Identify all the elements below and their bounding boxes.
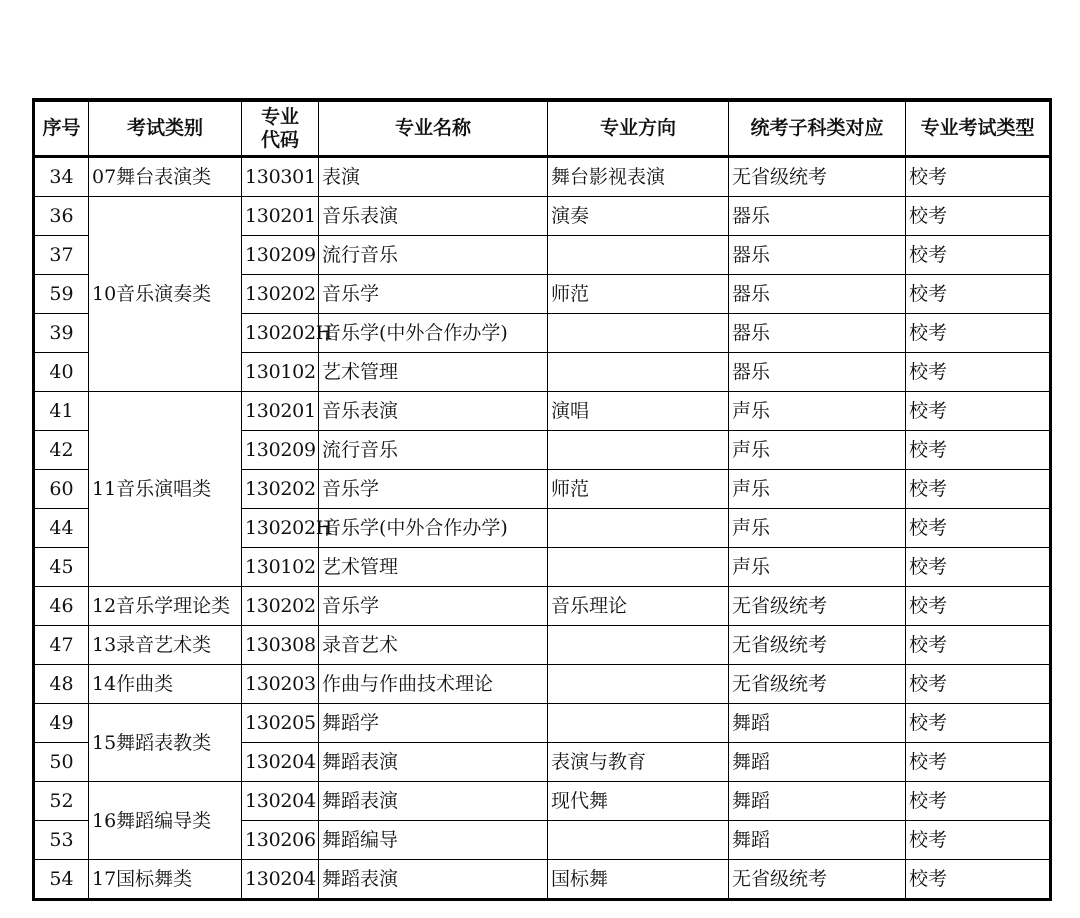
cell-unified-subject: 声乐 (729, 470, 906, 509)
cell-seq: 39 (34, 314, 89, 353)
cell-seq: 41 (34, 392, 89, 431)
cell-direction (548, 821, 729, 860)
cell-unified-subject: 舞蹈 (729, 704, 906, 743)
cell-seq: 47 (34, 626, 89, 665)
cell-seq: 42 (34, 431, 89, 470)
header-code-line2: 代码 (260, 128, 299, 151)
cell-exam-type: 校考 (906, 353, 1051, 392)
cell-unified-subject: 器乐 (729, 314, 906, 353)
cell-major-code: 130308 (242, 626, 319, 665)
cell-major-code: 130201 (242, 197, 319, 236)
cell-major-code: 130102 (242, 548, 319, 587)
cell-seq: 44 (34, 509, 89, 548)
cell-major-name: 音乐表演 (319, 392, 548, 431)
cell-exam-category: 17国标舞类 (89, 860, 242, 900)
cell-exam-type: 校考 (906, 197, 1051, 236)
cell-unified-subject: 无省级统考 (729, 157, 906, 197)
cell-major-code: 130209 (242, 236, 319, 275)
cell-major-code: 130205 (242, 704, 319, 743)
cell-major-code: 130102 (242, 353, 319, 392)
cell-major-name: 舞蹈表演 (319, 860, 548, 900)
cell-seq: 54 (34, 860, 89, 900)
cell-major-code: 130204 (242, 782, 319, 821)
cell-exam-type: 校考 (906, 157, 1051, 197)
cell-seq: 45 (34, 548, 89, 587)
cell-major-name: 音乐学 (319, 587, 548, 626)
table-body (34, 157, 1051, 900)
cell-major-code: 130301 (242, 157, 319, 197)
cell-direction (548, 236, 729, 275)
cell-direction (548, 548, 729, 587)
cell-exam-type: 校考 (906, 431, 1051, 470)
cell-direction: 师范 (548, 470, 729, 509)
cell-major-name: 音乐学 (319, 470, 548, 509)
cell-seq: 50 (34, 743, 89, 782)
cell-direction: 演奏 (548, 197, 729, 236)
cell-exam-category: 07舞台表演类 (89, 157, 242, 197)
cell-seq: 53 (34, 821, 89, 860)
cell-exam-type: 校考 (906, 665, 1051, 704)
cell-major-code: 130202 (242, 275, 319, 314)
header-major-code (242, 100, 319, 157)
cell-major-code: 130206 (242, 821, 319, 860)
cell-major-code: 130202 (242, 587, 319, 626)
cell-major-name: 作曲与作曲技术理论 (319, 665, 548, 704)
cell-unified-subject: 声乐 (729, 431, 906, 470)
cell-major-name: 艺术管理 (319, 353, 548, 392)
table-row (34, 860, 1051, 900)
header-row (34, 100, 1051, 157)
cell-direction (548, 353, 729, 392)
table-row (34, 704, 1051, 743)
cell-major-code: 130204 (242, 860, 319, 900)
cell-direction (548, 626, 729, 665)
header-major-name: 专业名称 (319, 100, 548, 157)
header-unified-subject: 统考子科类对应 (729, 100, 906, 157)
cell-exam-type: 校考 (906, 704, 1051, 743)
cell-major-name: 录音艺术 (319, 626, 548, 665)
cell-unified-subject: 声乐 (729, 392, 906, 431)
cell-major-code: 130202H (242, 314, 319, 353)
cell-exam-type: 校考 (906, 392, 1051, 431)
cell-unified-subject: 无省级统考 (729, 665, 906, 704)
cell-seq: 59 (34, 275, 89, 314)
cell-direction (548, 431, 729, 470)
table-row (34, 392, 1051, 431)
table-row (34, 665, 1051, 704)
cell-direction (548, 509, 729, 548)
cell-unified-subject: 器乐 (729, 353, 906, 392)
cell-unified-subject: 器乐 (729, 197, 906, 236)
cell-exam-type: 校考 (906, 314, 1051, 353)
cell-major-code: 130203 (242, 665, 319, 704)
cell-major-code: 130202 (242, 470, 319, 509)
cell-unified-subject: 器乐 (729, 236, 906, 275)
cell-major-name: 流行音乐 (319, 236, 548, 275)
cell-unified-subject: 舞蹈 (729, 782, 906, 821)
cell-major-code: 130202H (242, 509, 319, 548)
cell-exam-type: 校考 (906, 821, 1051, 860)
cell-exam-category: 11音乐演唱类 (89, 392, 242, 587)
table-row (34, 157, 1051, 197)
cell-seq: 46 (34, 587, 89, 626)
cell-major-name: 舞蹈表演 (319, 743, 548, 782)
cell-direction (548, 665, 729, 704)
cell-unified-subject: 器乐 (729, 275, 906, 314)
cell-major-name: 表演 (319, 157, 548, 197)
cell-major-name: 音乐学 (319, 275, 548, 314)
cell-seq: 36 (34, 197, 89, 236)
cell-exam-type: 校考 (906, 470, 1051, 509)
cell-major-code: 130204 (242, 743, 319, 782)
cell-exam-type: 校考 (906, 275, 1051, 314)
cell-seq: 52 (34, 782, 89, 821)
cell-major-name: 舞蹈学 (319, 704, 548, 743)
cell-major-name: 舞蹈表演 (319, 782, 548, 821)
cell-major-name: 艺术管理 (319, 548, 548, 587)
cell-major-code: 130201 (242, 392, 319, 431)
cell-exam-type: 校考 (906, 860, 1051, 900)
cell-unified-subject: 无省级统考 (729, 587, 906, 626)
table-row (34, 587, 1051, 626)
cell-exam-type: 校考 (906, 236, 1051, 275)
cell-seq: 34 (34, 157, 89, 197)
cell-direction: 表演与教育 (548, 743, 729, 782)
cell-direction: 师范 (548, 275, 729, 314)
cell-unified-subject: 无省级统考 (729, 860, 906, 900)
cell-major-name: 流行音乐 (319, 431, 548, 470)
table-row (34, 197, 1051, 236)
cell-direction: 国标舞 (548, 860, 729, 900)
cell-direction: 音乐理论 (548, 587, 729, 626)
table-row (34, 626, 1051, 665)
cell-direction: 舞台影视表演 (548, 157, 729, 197)
cell-seq: 49 (34, 704, 89, 743)
cell-exam-type: 校考 (906, 782, 1051, 821)
header-exam-type: 专业考试类型 (906, 100, 1051, 157)
cell-major-name: 音乐学(中外合作办学) (319, 314, 548, 353)
cell-major-name: 音乐学(中外合作办学) (319, 509, 548, 548)
cell-exam-category: 13录音艺术类 (89, 626, 242, 665)
cell-major-name: 舞蹈编导 (319, 821, 548, 860)
cell-seq: 40 (34, 353, 89, 392)
cell-seq: 37 (34, 236, 89, 275)
cell-exam-type: 校考 (906, 587, 1051, 626)
cell-direction (548, 704, 729, 743)
cell-direction (548, 314, 729, 353)
cell-major-code: 130209 (242, 431, 319, 470)
cell-seq: 60 (34, 470, 89, 509)
cell-seq: 48 (34, 665, 89, 704)
cell-major-name: 音乐表演 (319, 197, 548, 236)
header-seq: 序号 (34, 100, 89, 157)
cell-exam-category: 14作曲类 (89, 665, 242, 704)
header-code-line1: 专业 (260, 105, 299, 128)
cell-unified-subject: 舞蹈 (729, 821, 906, 860)
table-row (34, 782, 1051, 821)
cell-unified-subject: 声乐 (729, 548, 906, 587)
cell-unified-subject: 无省级统考 (729, 626, 906, 665)
cell-exam-category: 10音乐演奏类 (89, 197, 242, 392)
cell-direction: 演唱 (548, 392, 729, 431)
header-direction: 专业方向 (548, 100, 729, 157)
cell-exam-type: 校考 (906, 509, 1051, 548)
cell-exam-type: 校考 (906, 743, 1051, 782)
cell-exam-category: 15舞蹈表教类 (89, 704, 242, 782)
cell-exam-type: 校考 (906, 626, 1051, 665)
cell-exam-category: 16舞蹈编导类 (89, 782, 242, 860)
cell-direction: 现代舞 (548, 782, 729, 821)
cell-unified-subject: 声乐 (729, 509, 906, 548)
cell-unified-subject: 舞蹈 (729, 743, 906, 782)
cell-exam-type: 校考 (906, 548, 1051, 587)
header-exam-category: 考试类别 (89, 100, 242, 157)
cell-exam-category: 12音乐学理论类 (89, 587, 242, 626)
majors-table (32, 98, 1052, 901)
